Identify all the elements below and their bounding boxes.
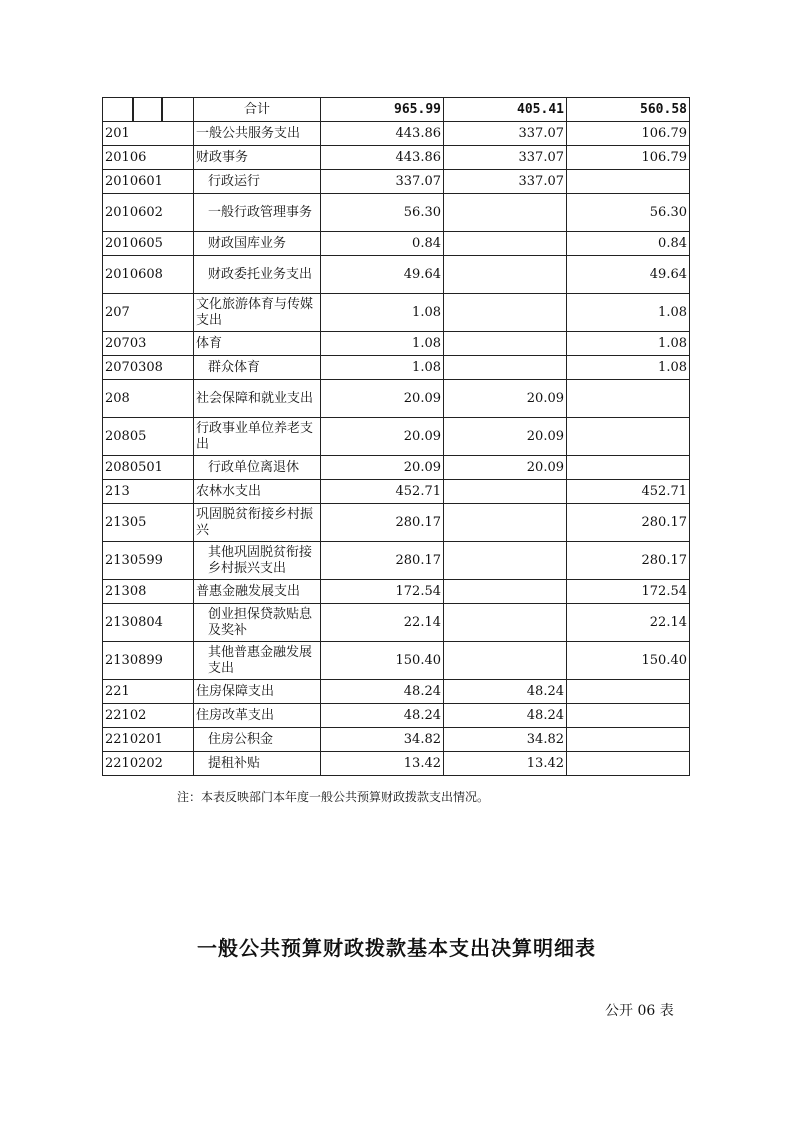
row-code: 21308 <box>103 580 194 604</box>
row-col1-value: 443.86 <box>321 122 444 146</box>
row-col3-value: 1.08 <box>567 356 690 380</box>
row-code: 221 <box>103 680 194 704</box>
row-col3-value: 1.08 <box>567 332 690 356</box>
row-col1-value: 443.86 <box>321 146 444 170</box>
row-col1-value: 20.09 <box>321 456 444 480</box>
total-row <box>103 98 690 122</box>
table-row <box>103 704 690 728</box>
row-col1-value: 56.30 <box>321 194 444 232</box>
table-note: 注：本表反映部门本年度一般公共预算财政拨款支出情况。 <box>177 790 490 804</box>
row-col3-value <box>567 418 690 456</box>
row-col3-value: 280.17 <box>567 504 690 542</box>
row-item-name: 一般公共服务支出 <box>194 122 321 146</box>
row-col2-value: 337.07 <box>444 122 567 146</box>
row-col3-value: 452.71 <box>567 480 690 504</box>
row-col1-value: 20.09 <box>321 418 444 456</box>
table-row <box>103 170 690 194</box>
row-col2-value <box>444 480 567 504</box>
row-col2-value: 337.07 <box>444 170 567 194</box>
row-item-name: 行政单位离退休 <box>194 456 321 480</box>
table-row <box>103 752 690 776</box>
row-col2-value <box>444 294 567 332</box>
row-col3-value: 0.84 <box>567 232 690 256</box>
row-code: 2070308 <box>103 356 194 380</box>
row-code: 2210201 <box>103 728 194 752</box>
row-item-name: 其他巩固脱贫衔接乡村振兴支出 <box>194 542 321 580</box>
table-row <box>103 356 690 380</box>
row-col3-value <box>567 704 690 728</box>
row-col3-value: 56.30 <box>567 194 690 232</box>
row-col1-value: 48.24 <box>321 704 444 728</box>
row-col1-value: 0.84 <box>321 232 444 256</box>
row-code: 2010602 <box>103 194 194 232</box>
row-col1-value: 452.71 <box>321 480 444 504</box>
row-item-name: 住房公积金 <box>194 728 321 752</box>
row-item-name: 巩固脱贫衔接乡村振兴 <box>194 504 321 542</box>
total-col2: 405.41 <box>444 98 567 122</box>
row-code: 201 <box>103 122 194 146</box>
table-row <box>103 146 690 170</box>
row-col3-value: 49.64 <box>567 256 690 294</box>
row-code: 2130804 <box>103 604 194 642</box>
row-col3-value: 280.17 <box>567 542 690 580</box>
row-col3-value: 22.14 <box>567 604 690 642</box>
table-row <box>103 504 690 542</box>
row-col3-value: 172.54 <box>567 580 690 604</box>
row-col2-value <box>444 504 567 542</box>
row-code: 213 <box>103 480 194 504</box>
row-col2-value: 34.82 <box>444 728 567 752</box>
row-item-name: 提租补贴 <box>194 752 321 776</box>
row-col2-value: 337.07 <box>444 146 567 170</box>
row-code: 2010601 <box>103 170 194 194</box>
row-code: 207 <box>103 294 194 332</box>
row-item-name: 其他普惠金融发展支出 <box>194 642 321 680</box>
row-code: 2080501 <box>103 456 194 480</box>
row-col1-value: 150.40 <box>321 642 444 680</box>
total-label: 合计 <box>194 98 321 122</box>
table-row <box>103 256 690 294</box>
row-col2-value <box>444 332 567 356</box>
row-col2-value <box>444 542 567 580</box>
table-row <box>103 122 690 146</box>
row-code: 2010605 <box>103 232 194 256</box>
row-col3-value <box>567 456 690 480</box>
row-col2-value <box>444 356 567 380</box>
row-col3-value <box>567 680 690 704</box>
table-row <box>103 194 690 232</box>
row-col3-value <box>567 752 690 776</box>
table-row <box>103 642 690 680</box>
table-row <box>103 456 690 480</box>
table-row <box>103 542 690 580</box>
row-col1-value: 1.08 <box>321 294 444 332</box>
table-row <box>103 332 690 356</box>
row-col1-value: 20.09 <box>321 380 444 418</box>
table-row <box>103 680 690 704</box>
row-item-name: 群众体育 <box>194 356 321 380</box>
row-col2-value: 48.24 <box>444 704 567 728</box>
code-header-cell <box>103 98 194 122</box>
row-col2-value: 48.24 <box>444 680 567 704</box>
row-item-name: 财政事务 <box>194 146 321 170</box>
row-col1-value: 49.64 <box>321 256 444 294</box>
row-col2-value <box>444 256 567 294</box>
table-row <box>103 728 690 752</box>
row-code: 208 <box>103 380 194 418</box>
table-row <box>103 380 690 418</box>
row-col1-value: 48.24 <box>321 680 444 704</box>
row-col2-value: 20.09 <box>444 418 567 456</box>
row-col3-value <box>567 380 690 418</box>
row-col1-value: 34.82 <box>321 728 444 752</box>
row-col3-value: 106.79 <box>567 146 690 170</box>
row-item-name: 财政委托业务支出 <box>194 256 321 294</box>
row-code: 2130899 <box>103 642 194 680</box>
row-item-name: 创业担保贷款贴息及奖补 <box>194 604 321 642</box>
row-col2-value <box>444 232 567 256</box>
row-col3-value: 106.79 <box>567 122 690 146</box>
row-item-name: 住房改革支出 <box>194 704 321 728</box>
row-col2-value <box>444 642 567 680</box>
row-item-name: 行政运行 <box>194 170 321 194</box>
table-row <box>103 480 690 504</box>
total-col1: 965.99 <box>321 98 444 122</box>
row-col2-value <box>444 580 567 604</box>
row-col2-value: 13.42 <box>444 752 567 776</box>
row-col1-value: 22.14 <box>321 604 444 642</box>
row-col1-value: 13.42 <box>321 752 444 776</box>
row-col2-value: 20.09 <box>444 456 567 480</box>
row-item-name: 体育 <box>194 332 321 356</box>
row-col1-value: 1.08 <box>321 332 444 356</box>
row-item-name: 一般行政管理事务 <box>194 194 321 232</box>
row-code: 2010608 <box>103 256 194 294</box>
row-item-name: 农林水支出 <box>194 480 321 504</box>
row-code: 22102 <box>103 704 194 728</box>
total-col3: 560.58 <box>567 98 690 122</box>
row-code: 20805 <box>103 418 194 456</box>
row-item-name: 普惠金融发展支出 <box>194 580 321 604</box>
row-col2-value <box>444 604 567 642</box>
row-col1-value: 337.07 <box>321 170 444 194</box>
row-col2-value <box>444 194 567 232</box>
row-item-name: 财政国库业务 <box>194 232 321 256</box>
table-row <box>103 418 690 456</box>
row-item-name: 住房保障支出 <box>194 680 321 704</box>
table-row <box>103 604 690 642</box>
table-row <box>103 294 690 332</box>
row-code: 2130599 <box>103 542 194 580</box>
row-col3-value <box>567 728 690 752</box>
row-item-name: 行政事业单位养老支出 <box>194 418 321 456</box>
row-col1-value: 172.54 <box>321 580 444 604</box>
row-col1-value: 280.17 <box>321 504 444 542</box>
row-col1-value: 1.08 <box>321 356 444 380</box>
table-code-label: 公开 06 表 <box>605 1003 674 1019</box>
row-col2-value: 20.09 <box>444 380 567 418</box>
table-row <box>103 232 690 256</box>
row-col1-value: 280.17 <box>321 542 444 580</box>
row-code: 2210202 <box>103 752 194 776</box>
next-section-title: 一般公共预算财政拨款基本支出决算明细表 <box>197 936 596 960</box>
row-code: 21305 <box>103 504 194 542</box>
row-item-name: 社会保障和就业支出 <box>194 380 321 418</box>
row-item-name: 文化旅游体育与传媒支出 <box>194 294 321 332</box>
row-code: 20106 <box>103 146 194 170</box>
row-col3-value <box>567 170 690 194</box>
table-row <box>103 580 690 604</box>
row-col3-value: 150.40 <box>567 642 690 680</box>
row-col3-value: 1.08 <box>567 294 690 332</box>
row-code: 20703 <box>103 332 194 356</box>
appropriation-expenditure-table <box>102 97 690 776</box>
